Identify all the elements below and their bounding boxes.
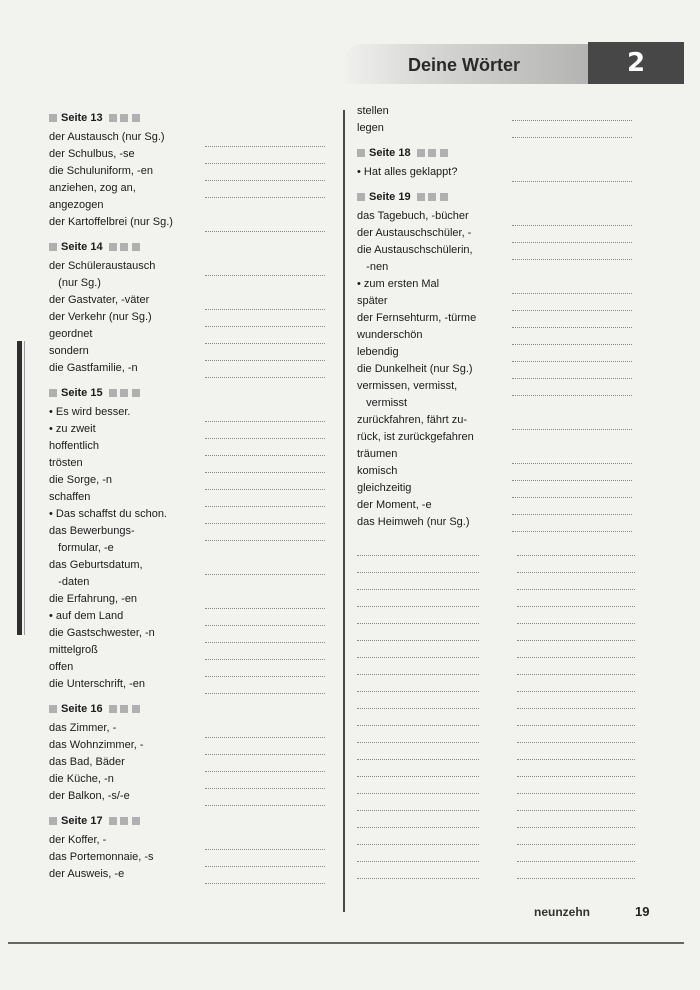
blank-row <box>357 539 647 556</box>
vocab-entry <box>49 625 339 642</box>
translation-line[interactable] <box>205 557 325 575</box>
square-icon <box>120 114 128 122</box>
vocab-entry <box>357 497 647 514</box>
vocab-entry <box>49 214 339 231</box>
translation-line[interactable] <box>512 327 632 345</box>
translation-line[interactable] <box>205 642 325 660</box>
blank-row <box>357 573 647 590</box>
vocab-word: der Austausch (nur Sg.) <box>49 131 165 143</box>
blank-word-line[interactable] <box>357 811 479 828</box>
blank-word-line[interactable] <box>357 675 479 692</box>
vocab-entry <box>49 591 339 608</box>
vocab-entry <box>49 404 339 421</box>
blank-word-line[interactable] <box>357 641 479 658</box>
translation-line[interactable] <box>205 608 325 626</box>
vocab-word: die Unterschrift, -en <box>49 678 145 690</box>
section-title: Seite 18 <box>369 146 411 159</box>
chapter-number: 2 <box>626 48 646 78</box>
translation-line[interactable] <box>205 163 325 181</box>
translation-line[interactable] <box>512 164 632 182</box>
blank-word-line[interactable] <box>357 590 479 607</box>
blank-translation-line[interactable] <box>517 607 635 624</box>
blank-translation-line[interactable] <box>517 862 635 879</box>
vocab-word: • auf dem Land <box>49 610 124 622</box>
square-icon <box>120 389 128 397</box>
blank-word-line[interactable] <box>357 828 479 845</box>
vocab-word: das Zimmer, - <box>49 722 117 734</box>
translation-line[interactable] <box>205 625 325 643</box>
vocab-word: die Erfahrung, -en <box>49 593 138 605</box>
vocab-entry <box>49 832 339 849</box>
blank-translation-line[interactable] <box>517 692 635 709</box>
square-icon <box>357 149 365 157</box>
vocab-word: später <box>357 295 388 307</box>
vocab-entry <box>49 506 339 523</box>
translation-line[interactable] <box>205 472 325 490</box>
vocab-word: das Wohnzimmer, - <box>49 739 144 751</box>
translation-line[interactable] <box>205 506 325 524</box>
vocab-word: • Hat alles geklappt? <box>357 166 458 178</box>
left-column <box>49 111 339 883</box>
vocab-entry <box>357 242 647 276</box>
translation-line[interactable] <box>205 720 325 738</box>
section-title: Seite 13 <box>61 111 103 124</box>
vocab-word: die Gastfamilie, -n <box>49 362 138 374</box>
translation-line[interactable] <box>205 832 325 850</box>
section-heading <box>49 702 339 715</box>
translation-line[interactable] <box>205 404 325 422</box>
translation-line[interactable] <box>205 676 325 694</box>
blank-lines <box>357 539 647 879</box>
square-icon <box>132 817 140 825</box>
vocab-word: geordnet <box>49 328 93 340</box>
vocab-entry <box>49 720 339 737</box>
translation-line[interactable] <box>512 225 632 243</box>
translation-line[interactable] <box>205 421 325 439</box>
vocab-entry <box>357 480 647 497</box>
square-icon <box>428 149 436 157</box>
vocab-word: wunderschön <box>357 329 423 341</box>
section-heading <box>49 386 339 399</box>
vocab-entry <box>49 129 339 146</box>
vocab-word: der Schüleraustausch (nur Sg.) <box>49 260 156 289</box>
vocab-word: • zu zweit <box>49 423 96 435</box>
blank-row <box>357 845 647 862</box>
vocab-word: gleichzeitig <box>357 482 412 494</box>
vocab-entry <box>49 438 339 455</box>
square-icon <box>109 243 117 251</box>
vocab-entry <box>49 292 339 309</box>
section-heading <box>357 146 647 159</box>
vocab-entry <box>49 754 339 771</box>
section-heading <box>357 190 647 203</box>
blank-word-line[interactable] <box>357 624 479 641</box>
translation-line[interactable] <box>205 659 325 677</box>
vocab-entry <box>49 523 339 557</box>
blank-row <box>357 675 647 692</box>
translation-line[interactable] <box>205 438 325 456</box>
vocab-word: der Koffer, - <box>49 834 107 846</box>
square-icon <box>120 817 128 825</box>
vocab-word: hoffentlich <box>49 440 99 452</box>
vocab-word: komisch <box>357 465 398 477</box>
vocab-word: sondern <box>49 345 89 357</box>
vocab-entry <box>357 344 647 361</box>
vocab-word: der Verkehr (nur Sg.) <box>49 311 152 323</box>
blank-word-line[interactable] <box>357 556 479 573</box>
square-icon <box>440 149 448 157</box>
translation-line[interactable] <box>512 463 632 481</box>
vocab-word: vermissen, vermisst, vermisst <box>357 380 458 409</box>
section-title: Seite 14 <box>61 240 103 253</box>
blank-translation-line[interactable] <box>517 675 635 692</box>
page-title: Deine Wörter <box>408 55 521 75</box>
blank-row <box>357 828 647 845</box>
blank-word-line[interactable] <box>357 573 479 590</box>
square-icon <box>417 193 425 201</box>
vocab-entry <box>357 514 647 531</box>
vocab-word: • zum ersten Mal <box>357 278 440 290</box>
vocab-word: der Kartoffelbrei (nur Sg.) <box>49 216 173 228</box>
blank-translation-line[interactable] <box>517 709 635 726</box>
blank-translation-line[interactable] <box>517 845 635 862</box>
blank-row <box>357 590 647 607</box>
blank-word-line[interactable] <box>357 709 479 726</box>
blank-row <box>357 811 647 828</box>
vocab-word: • Das schaffst du schon. <box>49 508 167 520</box>
translation-line[interactable] <box>205 214 325 232</box>
translation-line[interactable] <box>512 480 632 498</box>
translation-line[interactable] <box>205 146 325 164</box>
vocab-entry <box>49 258 339 292</box>
vocab-word: der Ausweis, -e <box>49 868 125 880</box>
section-heading <box>49 240 339 253</box>
translation-line[interactable] <box>205 360 325 378</box>
section-title: Seite 16 <box>61 702 103 715</box>
vocab-word: • Es wird besser. <box>49 406 131 418</box>
vocab-entry <box>49 489 339 506</box>
blank-word-line[interactable] <box>357 777 479 794</box>
square-icon <box>120 243 128 251</box>
square-icon <box>132 705 140 713</box>
vocab-entry <box>357 463 647 480</box>
vocab-entry <box>357 361 647 378</box>
translation-line[interactable] <box>512 378 632 396</box>
translation-line[interactable] <box>205 129 325 147</box>
translation-line[interactable] <box>205 754 325 772</box>
blank-translation-line[interactable] <box>517 743 635 760</box>
square-icon <box>49 389 57 397</box>
translation-line[interactable] <box>205 591 325 609</box>
section-title: Seite 17 <box>61 814 103 827</box>
translation-line[interactable] <box>512 361 632 379</box>
vocab-entry <box>357 208 647 225</box>
translation-line[interactable] <box>205 180 325 198</box>
section-title: Seite 19 <box>369 190 411 203</box>
vocab-entry <box>49 421 339 438</box>
vocab-word: das Geburtsdatum, -daten <box>49 559 143 588</box>
vocab-entry <box>49 455 339 472</box>
vocab-entry <box>49 309 339 326</box>
blank-row <box>357 692 647 709</box>
translation-line[interactable] <box>205 866 325 884</box>
translation-line[interactable] <box>205 737 325 755</box>
translation-line[interactable] <box>512 208 632 226</box>
vocab-word: mittelgroß <box>49 644 98 656</box>
blank-word-line[interactable] <box>357 845 479 862</box>
blank-translation-line[interactable] <box>517 760 635 777</box>
square-icon <box>440 193 448 201</box>
square-icon <box>417 149 425 157</box>
footer-page-word: neunzehn <box>534 905 590 919</box>
vocab-word: die Sorge, -n <box>49 474 112 486</box>
section-heading <box>49 111 339 124</box>
blank-row <box>357 641 647 658</box>
blank-translation-line[interactable] <box>517 624 635 641</box>
vocab-word: das Heimweh (nur Sg.) <box>357 516 470 528</box>
blank-translation-line[interactable] <box>517 828 635 845</box>
blank-translation-line[interactable] <box>517 726 635 743</box>
square-icon <box>132 389 140 397</box>
blank-word-line[interactable] <box>357 692 479 709</box>
vocab-entry <box>49 557 339 591</box>
translation-line[interactable] <box>512 412 632 430</box>
translation-line[interactable] <box>205 788 325 806</box>
translation-line[interactable] <box>512 242 632 260</box>
vocab-word: der Balkon, -s/-e <box>49 790 130 802</box>
blank-row <box>357 556 647 573</box>
translation-line[interactable] <box>205 258 325 276</box>
vocab-entry <box>49 163 339 180</box>
square-icon <box>109 114 117 122</box>
blank-translation-line[interactable] <box>517 556 635 573</box>
blank-row <box>357 658 647 675</box>
square-icon <box>109 705 117 713</box>
blank-row <box>357 862 647 879</box>
translation-line[interactable] <box>512 276 632 294</box>
vocab-entry <box>49 866 339 883</box>
vocab-entry <box>49 642 339 659</box>
vocab-entry <box>49 659 339 676</box>
translation-line[interactable] <box>512 103 632 121</box>
vocab-word: das Tagebuch, -bücher <box>357 210 469 222</box>
blank-row <box>357 726 647 743</box>
vocab-word: offen <box>49 661 74 673</box>
vocab-word: der Gastvater, -väter <box>49 294 150 306</box>
vocab-word: die Dunkelheit (nur Sg.) <box>357 363 473 375</box>
vocab-word: stellen <box>357 105 389 117</box>
vocab-entry <box>357 164 647 181</box>
blank-word-line[interactable] <box>357 794 479 811</box>
blank-word-line[interactable] <box>357 607 479 624</box>
vocab-word: das Bad, Bäder <box>49 756 125 768</box>
vocab-entry <box>357 225 647 242</box>
vocab-entry <box>49 343 339 360</box>
vocab-word: trösten <box>49 457 83 469</box>
vocab-word: die Gastschwester, -n <box>49 627 155 639</box>
square-icon <box>109 817 117 825</box>
margin-bar <box>17 341 22 635</box>
vocab-entry <box>357 120 647 137</box>
vocab-word: die Austauschschülerin, -nen <box>357 244 473 273</box>
blank-word-line[interactable] <box>357 743 479 760</box>
vocab-entry <box>357 412 647 446</box>
vocab-word: lebendig <box>357 346 399 358</box>
square-icon <box>109 389 117 397</box>
vocab-word: das Portemonnaie, -s <box>49 851 154 863</box>
blank-row <box>357 777 647 794</box>
blank-translation-line[interactable] <box>517 777 635 794</box>
translation-line[interactable] <box>512 310 632 328</box>
square-icon <box>132 243 140 251</box>
translation-line[interactable] <box>205 523 325 541</box>
vocab-word: träumen <box>357 448 398 460</box>
vocab-word: anziehen, zog an, angezogen <box>49 182 136 211</box>
vocab-entry <box>49 472 339 489</box>
translation-line[interactable] <box>512 497 632 515</box>
vocab-entry <box>357 378 647 412</box>
blank-row <box>357 794 647 811</box>
blank-row <box>357 760 647 777</box>
translation-line[interactable] <box>205 343 325 361</box>
column-divider <box>343 110 345 912</box>
translation-line[interactable] <box>205 309 325 327</box>
vocab-word: der Moment, -e <box>357 499 432 511</box>
square-icon <box>120 705 128 713</box>
vocab-word: die Küche, -n <box>49 773 114 785</box>
footer-rule <box>8 942 684 944</box>
footer-page-number: 19 <box>635 904 650 919</box>
vocab-entry <box>49 676 339 693</box>
blank-translation-line[interactable] <box>517 539 635 556</box>
vocab-entry <box>357 276 647 293</box>
translation-line[interactable] <box>205 292 325 310</box>
vocab-entry <box>357 446 647 463</box>
vocab-word: das Bewerbungs- formular, -e <box>49 525 135 554</box>
translation-line[interactable] <box>512 120 632 138</box>
blank-row <box>357 709 647 726</box>
translation-line[interactable] <box>205 771 325 789</box>
vocab-entry <box>49 608 339 625</box>
blank-word-line[interactable] <box>357 539 479 556</box>
vocab-entry <box>49 771 339 788</box>
blank-word-line[interactable] <box>357 726 479 743</box>
translation-line[interactable] <box>512 344 632 362</box>
right-column <box>357 103 647 879</box>
blank-word-line[interactable] <box>357 862 479 879</box>
vocab-entry <box>357 310 647 327</box>
vocab-entry <box>357 103 647 120</box>
vocab-entry <box>357 293 647 310</box>
square-icon <box>49 243 57 251</box>
translation-line[interactable] <box>205 455 325 473</box>
square-icon <box>428 193 436 201</box>
translation-line[interactable] <box>512 514 632 532</box>
square-icon <box>49 114 57 122</box>
blank-translation-line[interactable] <box>517 590 635 607</box>
blank-translation-line[interactable] <box>517 794 635 811</box>
vocab-entry <box>49 326 339 343</box>
section-title: Seite 15 <box>61 386 103 399</box>
vocab-word: zurückfahren, fährt zu- rück, ist zurückgefahren <box>357 414 474 443</box>
vocab-word: der Austauschschüler, - <box>357 227 472 239</box>
blank-translation-line[interactable] <box>517 658 635 675</box>
translation-line[interactable] <box>512 446 632 464</box>
blank-translation-line[interactable] <box>517 641 635 658</box>
translation-line[interactable] <box>512 293 632 311</box>
square-icon <box>357 193 365 201</box>
blank-row <box>357 624 647 641</box>
vocab-entry <box>357 327 647 344</box>
vocab-entry <box>49 180 339 214</box>
square-icon <box>49 705 57 713</box>
vocab-word: schaffen <box>49 491 91 503</box>
vocab-word: legen <box>357 122 384 134</box>
vocab-word: der Fernsehturm, -türme <box>357 312 477 324</box>
section-heading <box>49 814 339 827</box>
vocab-word: die Schuluniform, -en <box>49 165 153 177</box>
vocab-entry <box>49 849 339 866</box>
translation-line[interactable] <box>205 326 325 344</box>
blank-row <box>357 743 647 760</box>
square-icon <box>49 817 57 825</box>
vocab-word: der Schulbus, -se <box>49 148 135 160</box>
blank-translation-line[interactable] <box>517 573 635 590</box>
vocab-entry <box>49 788 339 805</box>
translation-line[interactable] <box>205 489 325 507</box>
vocab-entry <box>49 146 339 163</box>
blank-row <box>357 607 647 624</box>
blank-word-line[interactable] <box>357 658 479 675</box>
vocab-entry <box>49 737 339 754</box>
blank-word-line[interactable] <box>357 760 479 777</box>
translation-line[interactable] <box>205 849 325 867</box>
blank-translation-line[interactable] <box>517 811 635 828</box>
square-icon <box>132 114 140 122</box>
vocab-entry <box>49 360 339 377</box>
